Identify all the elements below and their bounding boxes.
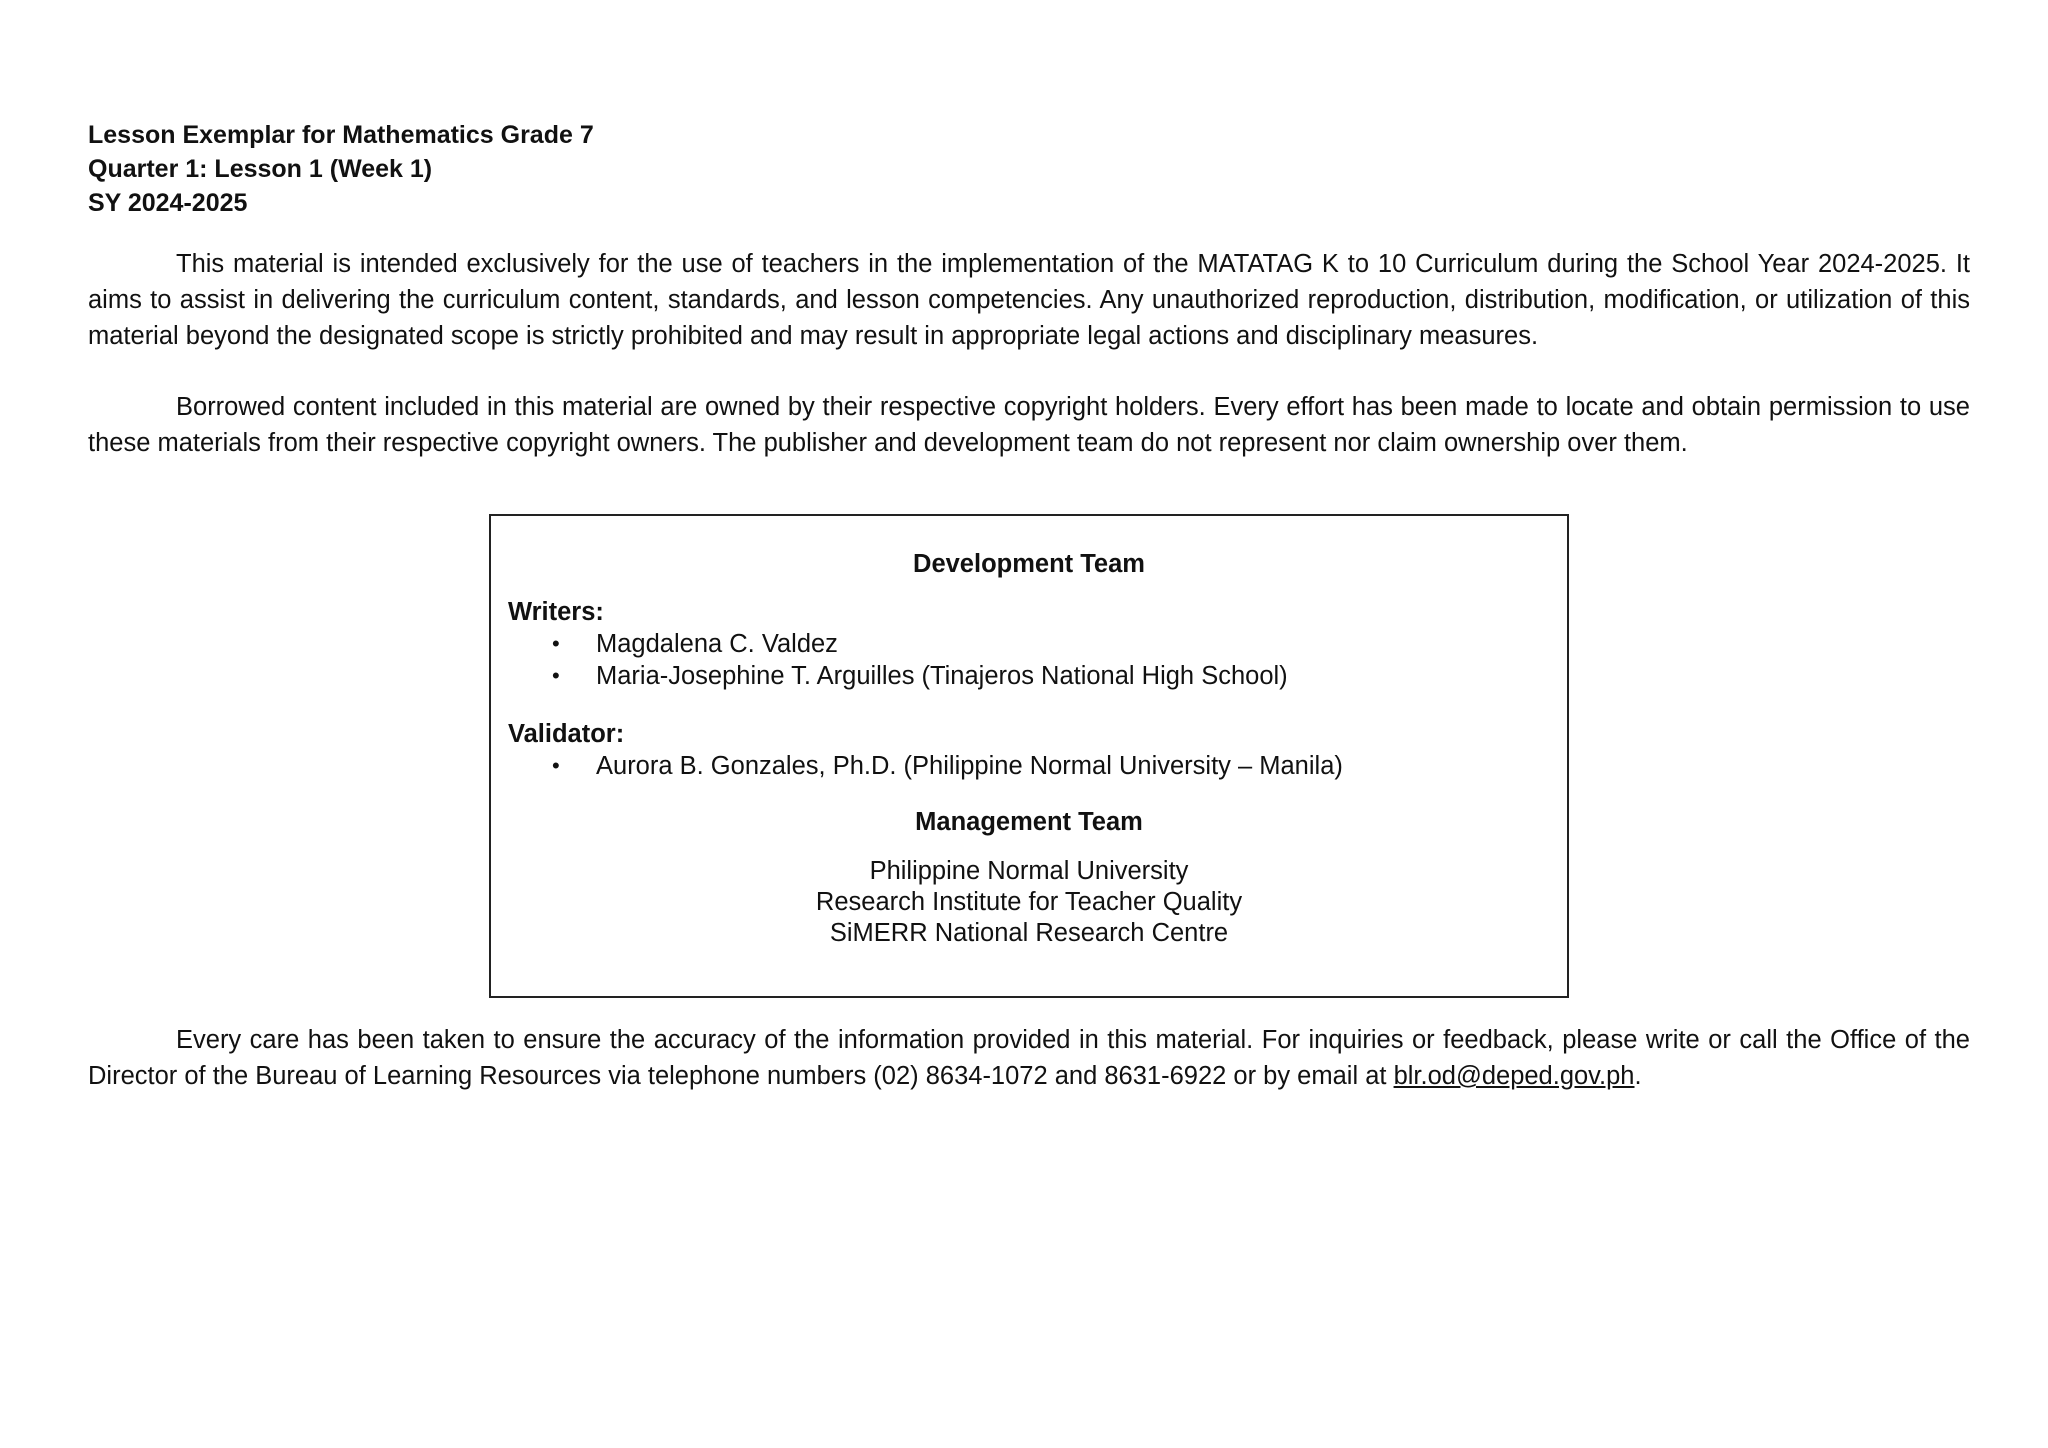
writers-list	[508, 628, 1550, 692]
bullet-icon: •	[552, 663, 560, 688]
intended-use-paragraph: This material is intended exclusively for the use of teachers in the implementation of the MATATAG K to 10 Curriculum during the School Year 2024-2025. It aims to assist in delivering the curriculum content, standards, and lesson competencies. Any unauthorized reproduction, distribution, modification, or utilization of this material beyond the designated scope is strictly prohibited and may result in appropriate legal actions and disciplinary measures.	[88, 250, 1970, 350]
validator-name: Aurora B. Gonzales, Ph.D. (Philippine Normal University – Manila)	[596, 752, 1343, 780]
management-line: Philippine Normal University	[869, 857, 1189, 885]
development-team-heading: Development Team	[913, 550, 1145, 578]
document-page	[88, 118, 1970, 1094]
inquiries-period: .	[1634, 1062, 1642, 1090]
document-title: Lesson Exemplar for Mathematics Grade 7	[88, 121, 594, 149]
bullet-icon: •	[552, 631, 560, 656]
management-team-heading: Management Team	[915, 808, 1143, 836]
validator-label: Validator:	[508, 720, 625, 748]
team-credits-box	[489, 514, 1569, 998]
borrowed-content-paragraph: Borrowed content included in this material are owned by their respective copyright holders. Every effort has been made to locate and obtain permission to use these materials from their respective copyright owners. The publisher and development team do not represent nor claim ownership over them.	[88, 393, 1970, 457]
school-year-label: SY 2024-2025	[88, 189, 248, 217]
writer-name: Magdalena C. Valdez	[596, 630, 838, 658]
validators-list	[508, 750, 1550, 782]
management-team-list	[508, 856, 1550, 949]
list-item	[508, 628, 1550, 660]
email-link[interactable]: blr.od@deped.gov.ph	[1393, 1062, 1635, 1090]
inquiries-paragraph	[88, 1022, 1970, 1094]
management-line: SiMERR National Research Centre	[829, 919, 1229, 947]
list-item	[508, 750, 1550, 782]
writers-label: Writers:	[508, 598, 604, 626]
writer-name: Maria-Josephine T. Arguilles (Tinajeros National High School)	[596, 662, 1288, 690]
bullet-icon: •	[552, 753, 560, 778]
list-item	[508, 660, 1550, 692]
management-line: Research Institute for Teacher Quality	[815, 888, 1243, 916]
inquiries-text: Every care has been taken to ensure the accuracy of the information provided in this material. For inquiries or feedback, please write or call the Office of the Director of the Bureau of Learning Resources via telephone numbers (02) 8634-1072 and 8631-6922 or by email at	[88, 1026, 1970, 1090]
quarter-lesson-label: Quarter 1: Lesson 1 (Week 1)	[88, 155, 433, 183]
